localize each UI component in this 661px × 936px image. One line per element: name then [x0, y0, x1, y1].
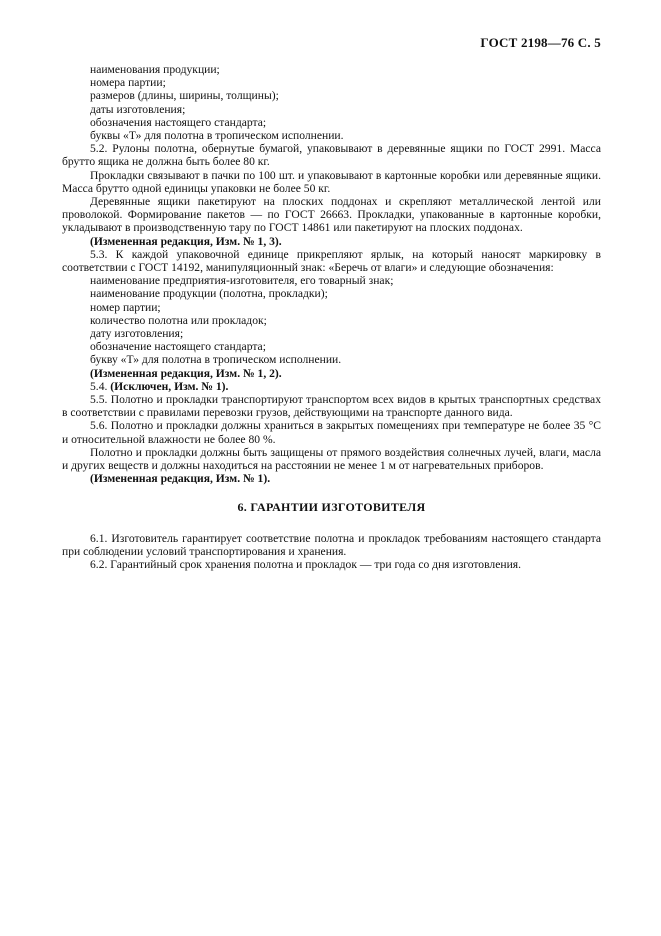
- list-item: номера партии;: [90, 76, 166, 90]
- paragraph-6-1: 6.1. Изготовитель гарантирует соответствие полотна и прокладок требованиям настоящего стандарта при соблюдении условий транспортирования и хранения.: [62, 531, 601, 558]
- paragraph-5-3: 5.3. К каждой упаковочной единице прикрепляют ярлык, на который наносят маркировку в соответствии с ГОСТ 14192, манипуляционный знак: «Беречь от влаги» и следующие обозначения:: [62, 247, 601, 275]
- list-item: наименования продукции;: [90, 63, 220, 76]
- page-header: ГОСТ 2198—76 С. 5: [480, 35, 601, 50]
- list-item: количество полотна или прокладок;: [90, 313, 267, 327]
- list-item: букву «Т» для полотна в тропическом исполнении.: [90, 353, 342, 367]
- section-title: 6. ГАРАНТИИ ИЗГОТОВИТЕЛЯ: [237, 499, 426, 514]
- paragraph-5-5: 5.5. Полотно и прокладки транспортируют транспортом всех видов в крытых транспортных средствах в соответствии с правилами перевозки грузов, действующими на транспорте данного вида.: [62, 393, 601, 420]
- list-item: размеров (длины, ширины, толщины);: [90, 89, 279, 103]
- paragraph-6-2: 6.2. Гарантийный срок хранения полотна и прокладок — три года со дня изготовления.: [90, 558, 522, 572]
- clause-number: 5.4.: [90, 379, 108, 393]
- edit-note: (Измененная редакция, Изм. № 1, 3).: [90, 234, 282, 248]
- edit-note: (Измененная редакция, Изм. № 1, 2).: [90, 366, 282, 380]
- paragraph-pads-packing: Прокладки связывают в пачки по 100 шт. и упаковывают в картонные коробки или деревянные ящики. Масса брутто одной единицы упаковки не более 50 кг.: [62, 168, 601, 195]
- clause-excluded-note: (Исключен, Изм. № 1).: [110, 379, 229, 393]
- list-item: даты изготовления;: [90, 102, 186, 116]
- list-item: номер партии;: [90, 300, 161, 314]
- paragraph-5-6: 5.6. Полотно и прокладки должны храниться в закрытых помещениях при температуре не более 35 °С и относительной влажности не более 80 %.: [62, 419, 601, 446]
- document-body: [62, 63, 601, 571]
- list-item: наименование продукции (полотна, прокладки);: [90, 287, 328, 301]
- paragraph-crates: Деревянные ящики пакетируют на плоских поддонах и скрепляют металлической лентой или проволокой. Формирование пакетов — по ГОСТ 26663. Прокладки, упакованные в картонные коробки, укладывают в производственную тару по ГОСТ 14861 или пакетируют на плоских поддонах.: [62, 195, 601, 235]
- list-item: дату изготовления;: [90, 327, 184, 341]
- paragraph-protection: Полотно и прокладки должны быть защищены от прямого воздействия солнечных лучей, влаги, масла и других веществ и должны находиться на расстоянии не менее 1 м от нагревательных приборов.: [62, 445, 601, 473]
- list-item: буквы «Т» для полотна в тропическом исполнении.: [90, 129, 344, 143]
- paragraph-5-4: [62, 380, 601, 393]
- paragraph-5-2: 5.2. Рулоны полотна, обернутые бумагой, упаковывают в деревянные ящики по ГОСТ 2991. Масса брутто ящика не должна быть более 80 кг.: [62, 142, 601, 169]
- list-item: наименование предприятия-изготовителя, его товарный знак;: [90, 274, 394, 288]
- list-item: обозначение настоящего стандарта;: [90, 340, 266, 354]
- list-item: обозначения настоящего стандарта;: [90, 115, 267, 129]
- edit-note: (Измененная редакция, Изм. № 1).: [90, 472, 271, 486]
